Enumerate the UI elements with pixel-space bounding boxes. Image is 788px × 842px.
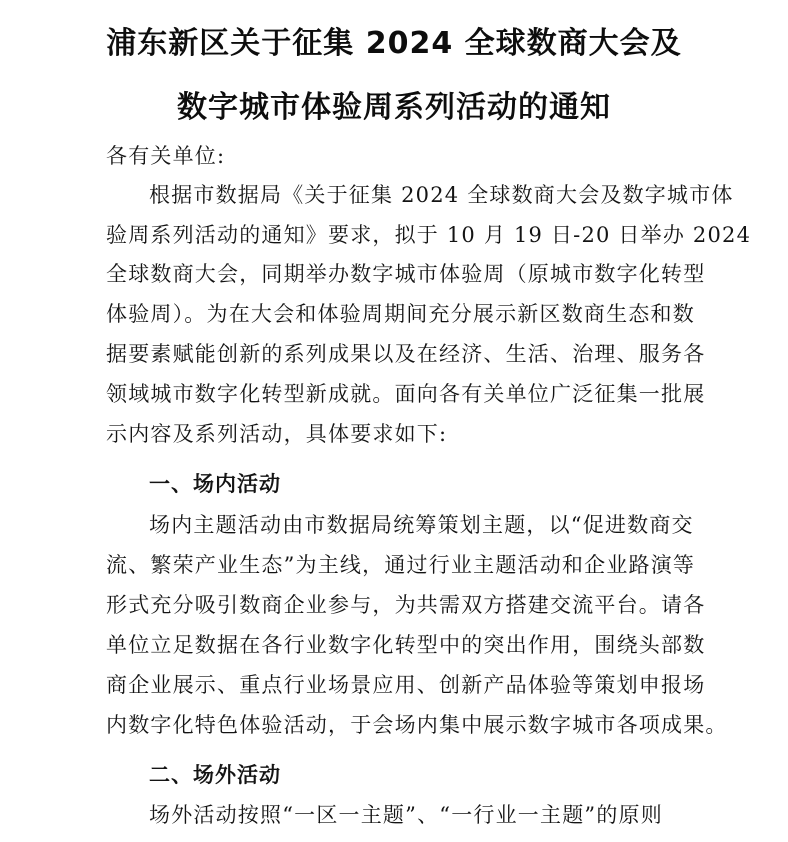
paragraph-line: 场内主题活动由市数据局统筹策划主题，以“促进数商交 — [149, 513, 694, 537]
paragraph-line: 验周系列活动的通知》要求，拟于 10 月 19 日-20 日举办 2024 — [106, 223, 752, 247]
salutation: 各有关单位: — [106, 144, 226, 168]
paragraph-line: 商企业展示、重点行业场景应用、创新产品体验等策划申报场 — [106, 673, 706, 697]
paragraph-line: 据要素赋能创新的系列成果以及在经济、生活、治理、服务各 — [106, 342, 706, 366]
paragraph-line: 示内容及系列活动，具体要求如下: — [106, 422, 448, 446]
paragraph-line: 领域城市数字化转型新成就。面向各有关单位广泛征集一批展 — [106, 382, 706, 406]
paragraph-line: 单位立足数据在各行业数字化转型中的突出作用，围绕头部数 — [106, 633, 706, 657]
paragraph-line: 根据市数据局《关于征集 2024 全球数商大会及数字城市体 — [149, 183, 734, 207]
section-heading-offsite: 二、场外活动 — [149, 763, 281, 787]
paragraph-line: 形式充分吸引数商企业参与，为共需双方搭建交流平台。请各 — [106, 593, 706, 617]
document-title-line-2: 数字城市体验周系列活动的通知 — [177, 90, 611, 125]
paragraph-line: 全球数商大会，同期举办数字城市体验周（原城市数字化转型 — [106, 262, 706, 286]
document-title-line-1: 浦东新区关于征集 2024 全球数商大会及 — [106, 26, 682, 61]
paragraph-line: 内数字化特色体验活动，于会场内集中展示数字城市各项成果。 — [106, 713, 728, 737]
paragraph-line: 体验周）。为在大会和体验周期间充分展示新区数商生态和数 — [106, 302, 695, 326]
paragraph-line: 流、繁荣产业生态”为主线，通过行业主题活动和企业路演等 — [106, 553, 696, 577]
paragraph-line: 场外活动按照“一区一主题”、“一行业一主题”的原则 — [149, 803, 663, 827]
section-heading-onsite: 一、场内活动 — [149, 472, 281, 496]
